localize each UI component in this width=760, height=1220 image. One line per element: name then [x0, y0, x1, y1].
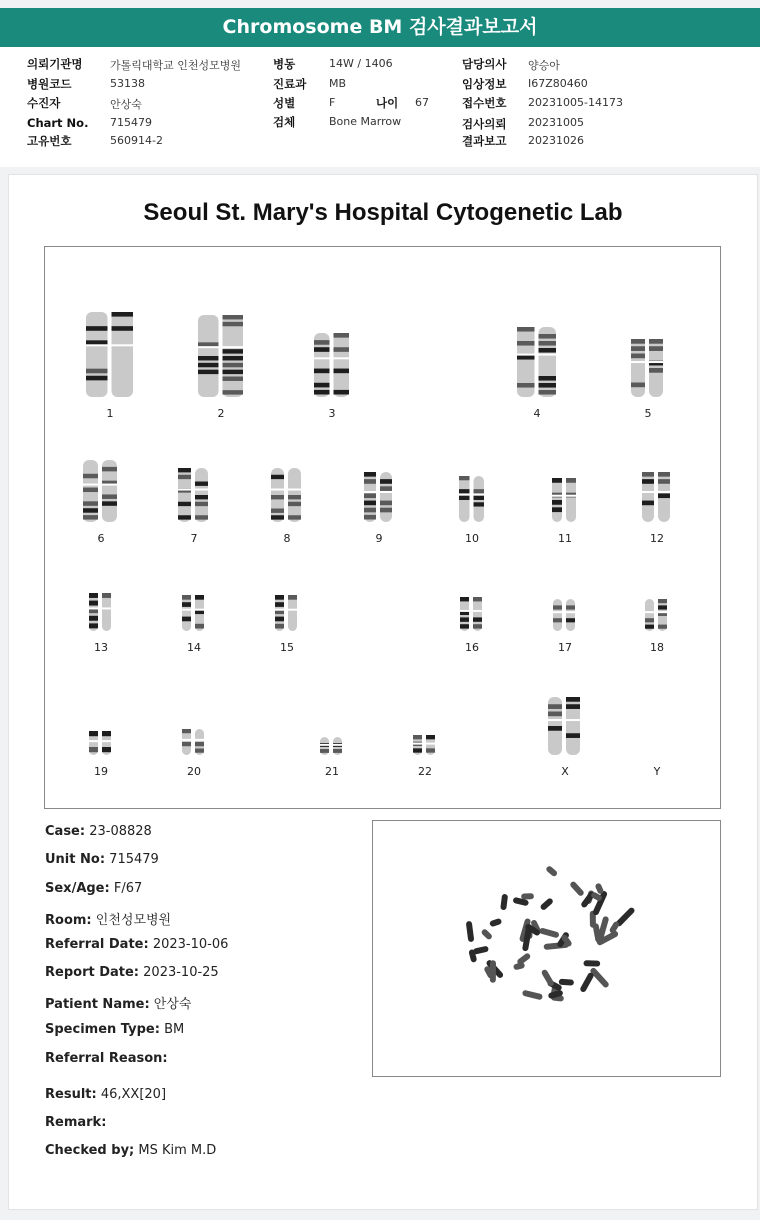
lab-name: Seoul St. Mary's Hospital Cytogenetic Lab [143, 199, 623, 226]
label-result-date: 결과보고 [462, 134, 507, 148]
chromosome-pair-22 [411, 734, 439, 756]
chromosome-label-9: 9 [375, 532, 383, 545]
metaphase-chromosome [539, 897, 554, 911]
chromosome-label-4: 4 [533, 407, 541, 420]
chromosome-pair-21 [318, 736, 346, 756]
chromosome-label-22: 22 [418, 765, 432, 778]
chromosome-pair-1 [84, 311, 137, 398]
label-department: 진료과 [273, 77, 307, 91]
metaphase-chromosome [559, 979, 574, 986]
chromosome-pair-2 [196, 314, 247, 398]
patient-info-header [0, 47, 760, 167]
label-ward: 병동 [273, 57, 296, 71]
label-sex: 성별 [273, 96, 296, 110]
metaphase-chromosome [539, 927, 560, 938]
chromosome-label-3: 3 [328, 407, 336, 420]
chromosome-pair-6 [81, 459, 121, 523]
label-clinical-info: 임상정보 [462, 77, 507, 91]
karyogram-panel [44, 246, 721, 809]
chromosome-pair-17 [551, 598, 579, 632]
chromosome-label-1: 1 [106, 407, 114, 420]
chromosome-label-11: 11 [558, 532, 572, 545]
value-physician: 양승아 [528, 59, 560, 72]
field-specimen-type: Specimen Type: BM [45, 1022, 185, 1037]
chromosome-label-7: 7 [190, 532, 198, 545]
chromosome-label-5: 5 [644, 407, 652, 420]
field-room: Room: 인천성모병원 [45, 913, 172, 928]
chromosome-label-18: 18 [650, 641, 664, 654]
chromosome-pair-13 [87, 592, 115, 632]
chromosome-pair-15 [273, 594, 301, 632]
value-department: MB [329, 77, 347, 90]
chromosome-label-12: 12 [650, 532, 664, 545]
field-result: Result: 46,XX[20] [45, 1087, 167, 1102]
chromosome-pair-11 [550, 477, 580, 523]
metaphase-image-panel [372, 820, 721, 1077]
value-clinical-info: I67Z80460 [528, 77, 588, 90]
value-request-date: 20231005 [528, 116, 584, 129]
chromosome-pair-18 [643, 598, 671, 632]
value-unique-id: 560914-2 [110, 134, 163, 147]
value-accession-no: 20231005-14173 [528, 96, 623, 109]
value-ward: 14W / 1406 [329, 57, 393, 70]
chromosome-label-Y: Y [653, 765, 661, 778]
metaphase-chromosome [489, 918, 502, 927]
chromosome-pair-7 [176, 467, 212, 523]
value-requesting-institution: 가톨릭대학교 인천성모병원 [110, 59, 242, 72]
label-patient: 수진자 [27, 96, 61, 110]
label-accession-no: 접수번호 [462, 96, 507, 110]
metaphase-chromosome [480, 928, 493, 941]
chromosome-pair-20 [180, 728, 208, 756]
field-sex-age: Sex/Age: F/67 [45, 881, 143, 896]
chromosome-label-13: 13 [94, 641, 108, 654]
top-strip [0, 0, 760, 8]
chromosome-label-15: 15 [280, 641, 294, 654]
label-request-date: 검사의뢰 [462, 117, 507, 131]
value-age: 67 [415, 96, 429, 109]
chromosome-label-8: 8 [283, 532, 291, 545]
value-specimen: Bone Marrow [329, 115, 402, 128]
chromosome-label-20: 20 [187, 765, 201, 778]
karyotype-report [8, 174, 758, 1210]
chromosome-label-14: 14 [187, 641, 201, 654]
metaphase-chromosome [569, 880, 585, 897]
metaphase-chromosome [545, 865, 558, 877]
field-report-date: Report Date: 2023-10-25 [45, 965, 219, 980]
metaphase-chromosome [466, 921, 475, 942]
label-unique-id: 고유번호 [27, 134, 72, 148]
chromosome-label-19: 19 [94, 765, 108, 778]
chromosome-pair-9 [362, 471, 396, 523]
value-chart-no: 715479 [110, 116, 152, 129]
metaphase-chromosome [583, 960, 600, 966]
label-specimen: 검체 [273, 115, 296, 129]
chromosome-pair-4 [515, 326, 560, 398]
value-hospital-code: 53138 [110, 77, 145, 90]
label-requesting-institution: 의뢰기관명 [27, 57, 83, 71]
chromosome-pair-16 [458, 596, 486, 632]
chromosome-pair-5 [629, 338, 667, 398]
metaphase-chromosome [500, 894, 508, 911]
chromosome-pair-8 [269, 467, 305, 523]
field-remark: Remark: [45, 1115, 107, 1130]
chromosome-label-2: 2 [217, 407, 225, 420]
value-patient: 안상숙 [110, 98, 142, 111]
label-physician: 담당의사 [462, 57, 507, 71]
value-result-date: 20231026 [528, 134, 584, 147]
field-referral-reason: Referral Reason: [45, 1051, 168, 1066]
label-age: 나이 [376, 96, 399, 110]
metaphase-chromosome [521, 893, 534, 900]
metaphase-chromosome [473, 946, 489, 955]
chromosome-label-21: 21 [325, 765, 339, 778]
metaphase-chromosome [522, 990, 543, 1001]
label-chart-no: Chart No. [27, 116, 89, 130]
chromosome-label-X: X [561, 765, 569, 778]
chromosome-label-16: 16 [465, 641, 479, 654]
metaphase-spread-image [373, 821, 720, 1076]
chromosome-pair-14 [180, 594, 208, 632]
value-sex: F [329, 96, 336, 109]
chromosome-pair-X [546, 696, 584, 756]
report-title: Chromosome BM 검사결과보고서 [0, 8, 760, 47]
chromosome-pair-19 [87, 730, 115, 756]
chromosome-pair-3 [312, 332, 353, 398]
field-case: Case: 23-08828 [45, 824, 152, 839]
field-checked-by: Checked by; MS Kim M.D [45, 1143, 217, 1158]
chromosome-label-10: 10 [465, 532, 479, 545]
chromosome-pair-12 [640, 471, 674, 523]
chromosome-label-6: 6 [97, 532, 105, 545]
field-patient-name: Patient Name: 안상숙 [45, 997, 192, 1012]
metaphase-chromosome [579, 972, 594, 993]
field-unit-no: Unit No: 715479 [45, 852, 159, 867]
field-referral-date: Referral Date: 2023-10-06 [45, 937, 229, 952]
label-hospital-code: 병원코드 [27, 77, 72, 91]
chromosome-pair-10 [457, 475, 488, 523]
chromosome-label-17: 17 [558, 641, 572, 654]
